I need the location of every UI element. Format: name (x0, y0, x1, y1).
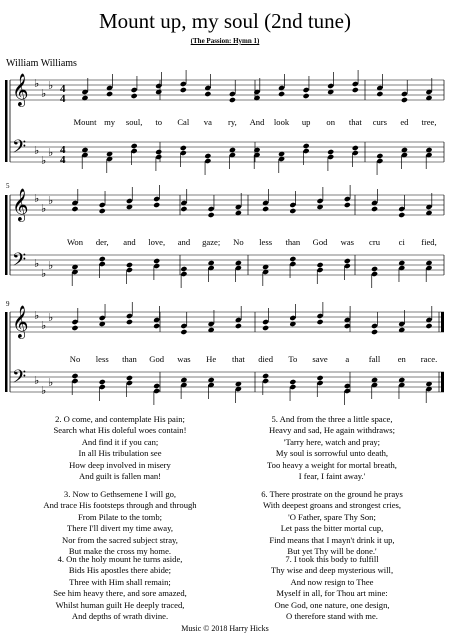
notehead (352, 87, 359, 93)
flat-icon: ♭ (48, 312, 54, 324)
hymn-title: Mount up, my soul (2nd tune) (99, 9, 351, 33)
lyric-syllable: on (326, 117, 336, 127)
lyric-syllable: Cal (177, 117, 190, 127)
verse-line: Heavy and sad, He again withdraws; (268, 425, 395, 436)
lyric-syllable: save (312, 354, 328, 364)
verse-line: 5. And from the three a little space, (271, 414, 393, 424)
notehead (289, 379, 296, 385)
bass-clef-icon: 𝄢 (12, 136, 27, 161)
lyric-syllable: Mount (73, 117, 97, 127)
verse-line: Thy wise and deep mysterious will, (270, 565, 394, 576)
lyric-syllable: a (345, 354, 350, 364)
notehead (126, 262, 133, 268)
notehead (131, 93, 138, 99)
lyric-syllable: my (104, 117, 116, 127)
verse-line: Nor from the sacred subject stray, (62, 534, 178, 545)
notehead (126, 319, 133, 325)
flat-icon: ♭ (41, 268, 47, 280)
lyric-syllable: en (397, 354, 406, 364)
verse-line: From Pilate to the tomb; (77, 511, 163, 522)
treble-clef-icon: 𝄞 (12, 75, 29, 106)
lyric-syllable: less (259, 237, 273, 247)
notehead (153, 383, 160, 389)
flat-icon: ♭ (48, 195, 54, 207)
verse-line: And guilt is fallen man! (78, 471, 162, 482)
bass-clef-icon: 𝄢 (12, 366, 27, 391)
flat-icon: ♭ (34, 258, 40, 270)
notehead (371, 329, 378, 335)
measure-number: 9 (6, 300, 10, 308)
notehead (153, 202, 160, 208)
bass-clef-icon: 𝄢 (12, 249, 27, 274)
flat-icon: ♭ (48, 377, 54, 389)
verse-line: 'O Father, spare Thy Son; (288, 511, 376, 522)
notehead (180, 87, 187, 93)
verse-5 (232, 414, 432, 482)
lyric-syllable: He (206, 354, 217, 364)
flat-icon: ♭ (34, 193, 40, 205)
lyric-syllable: and (177, 237, 191, 247)
lyric-syllable: ed (400, 117, 409, 127)
final-barline (441, 372, 444, 392)
notehead (317, 375, 324, 381)
verse-line: But make the cross my home. (68, 546, 172, 557)
lyric-syllable: And (249, 117, 265, 127)
notehead (180, 145, 187, 151)
notehead (131, 143, 138, 149)
lyricist-name: William Williams (6, 58, 77, 69)
notehead (262, 373, 269, 379)
verse-line: One God, one nature, one design, (274, 599, 390, 610)
notehead (376, 153, 383, 159)
notehead (344, 202, 351, 208)
notehead (303, 143, 310, 149)
lyric-syllable: No (69, 354, 81, 364)
lyric-syllable: tree, (421, 117, 437, 127)
system-bracket (5, 195, 8, 275)
lyric-syllable: than (285, 237, 301, 247)
notehead (317, 319, 324, 325)
verse-line: Too heavy a weight for mortal breath, (267, 459, 397, 470)
lyric-syllable: gaze; (202, 237, 221, 247)
notehead (155, 149, 162, 155)
notehead (71, 325, 78, 331)
notehead (208, 212, 215, 218)
notehead (71, 373, 78, 379)
notehead (71, 206, 78, 212)
notehead (153, 323, 160, 329)
verse-line: Bids His apostles there abide; (68, 565, 172, 576)
flat-icon: ♭ (41, 385, 47, 397)
lyric-syllable: ry, (228, 117, 237, 127)
notehead (303, 93, 310, 99)
lyric-syllable: fied, (421, 237, 437, 247)
lyric-syllable: race. (420, 354, 438, 364)
lyric-syllable: God (149, 354, 165, 364)
verse-line: And trace His footsteps through and through (43, 500, 197, 511)
flat-icon: ♭ (34, 78, 40, 90)
time-signature-top-bass: 4 (60, 144, 66, 156)
notehead (262, 325, 269, 331)
verse-line: 'Tarry here, watch and pray; (283, 436, 381, 447)
verse-line: O therefore stand with me. (286, 611, 378, 622)
lyric-syllable: than (122, 354, 137, 364)
notehead (278, 91, 285, 97)
verse-4 (20, 554, 220, 622)
notehead (289, 208, 296, 214)
verse-line: With deepest groans and strongest cries, (262, 500, 402, 511)
verse-line: How deep involved in misery (69, 459, 171, 470)
verse-line: Whilst human guilt He deeply traced, (55, 599, 185, 610)
flat-icon: ♭ (48, 260, 54, 272)
treble-clef-icon: 𝄞 (12, 307, 29, 338)
flat-icon: ♭ (34, 145, 40, 157)
notehead (180, 206, 187, 212)
notehead (425, 323, 432, 329)
flat-icon: ♭ (41, 155, 47, 167)
system-bracket (5, 80, 8, 162)
verse-line: And now resign to Thee (290, 576, 374, 587)
verse-line: But yet Thy will be done.' (287, 546, 377, 557)
lyric-syllable: died (258, 354, 274, 364)
notehead (99, 379, 106, 385)
notehead (262, 206, 269, 212)
notehead (106, 91, 113, 97)
lyric-syllable: was (340, 237, 354, 247)
verse-line: Three with Him shall remain; (69, 576, 171, 587)
lyric-syllable: that (231, 354, 245, 364)
notehead (371, 206, 378, 212)
notehead (344, 258, 351, 264)
verse-line: 2. O come, and contemplate His pain; (55, 414, 185, 424)
verse-2 (20, 414, 220, 482)
lyric-syllable: up (301, 117, 311, 127)
verse-line: Search what His doleful woes contain! (53, 425, 187, 436)
notehead (289, 256, 296, 262)
lyric-syllable: No (233, 237, 244, 247)
verse-6 (232, 489, 432, 557)
lyric-syllable: To (288, 354, 298, 364)
lyric-syllable: less (95, 354, 109, 364)
verse-line: 7. I took this body to fulfill (285, 554, 379, 564)
notehead (401, 97, 408, 103)
lyric-syllable: fall (368, 354, 381, 364)
verse-line: In all His tribulation see (78, 448, 162, 459)
notehead (153, 258, 160, 264)
lyric-syllable: soul, (125, 117, 143, 127)
verse-line: Myself in all, for Thou art mine: (276, 588, 388, 599)
lyric-syllable: ci (398, 237, 405, 247)
hymn-subtitle: (The Passion: Hymn 1) (190, 37, 260, 45)
notehead (99, 208, 106, 214)
lyric-syllable: God (312, 237, 328, 247)
verse-line: 3. Now to Gethsemene I will go, (63, 489, 177, 499)
notehead (398, 212, 405, 218)
lyric-syllable: Won (66, 237, 84, 247)
notehead (99, 256, 106, 262)
verse-line: And depths of wrath divine. (71, 611, 169, 622)
measure-number: 5 (6, 182, 10, 190)
notehead (204, 153, 211, 159)
flat-icon: ♭ (41, 88, 47, 100)
notehead (376, 91, 383, 97)
lyric-syllable: va (203, 117, 212, 127)
time-signature-bottom-treble: 4 (60, 93, 66, 105)
lyric-syllable: der, (95, 237, 109, 247)
notehead (352, 145, 359, 151)
lyric-syllable: love, (148, 237, 166, 247)
flat-icon: ♭ (41, 203, 47, 215)
notehead (235, 323, 242, 329)
verse-line: I fear, I faint away.' (298, 471, 366, 482)
time-signature-bottom-bass: 4 (60, 154, 66, 166)
verse-line: There I'll divert my time away, (67, 523, 173, 534)
verse-line: 6. There prostrate on the ground he prays (261, 489, 403, 499)
notehead (317, 262, 324, 268)
verse-line: My soul is sorrowful unto death, (275, 448, 389, 459)
notehead (229, 97, 236, 103)
verse-3 (20, 489, 220, 557)
notehead (180, 266, 187, 272)
notehead (126, 375, 133, 381)
notehead (204, 91, 211, 97)
lyric-syllable: cru (369, 237, 381, 247)
lyric-syllable: was (177, 354, 191, 364)
notehead (327, 149, 334, 155)
flat-icon: ♭ (48, 147, 54, 159)
verse-7 (232, 554, 432, 622)
flat-icon: ♭ (48, 80, 54, 92)
system-bracket (5, 312, 8, 392)
flat-icon: ♭ (34, 310, 40, 322)
notehead (371, 266, 378, 272)
lyric-syllable: to (155, 117, 163, 127)
verse-line: Let pass the bitter mortal cup, (280, 523, 384, 534)
lyric-syllable: look (273, 117, 290, 127)
treble-clef-icon: 𝄞 (12, 190, 29, 221)
lyric-syllable: that (348, 117, 362, 127)
verse-line: Find means that I mayn't drink it up, (269, 534, 395, 545)
flat-icon: ♭ (34, 375, 40, 387)
lyric-syllable: and (123, 237, 136, 247)
notehead (180, 329, 187, 335)
final-barline (441, 312, 444, 332)
verse-line: See him heavy there, and sore amazed, (53, 588, 187, 599)
flat-icon: ♭ (41, 320, 47, 332)
lyric-syllable: curs (372, 117, 388, 127)
time-signature-top-treble: 4 (60, 83, 66, 95)
copyright-notice: Music © 2018 Harry Hicks (181, 624, 269, 633)
verse-line: 4. On the holy mount he turns aside, (57, 554, 183, 564)
verse-line: And find it if you can; (81, 436, 159, 447)
